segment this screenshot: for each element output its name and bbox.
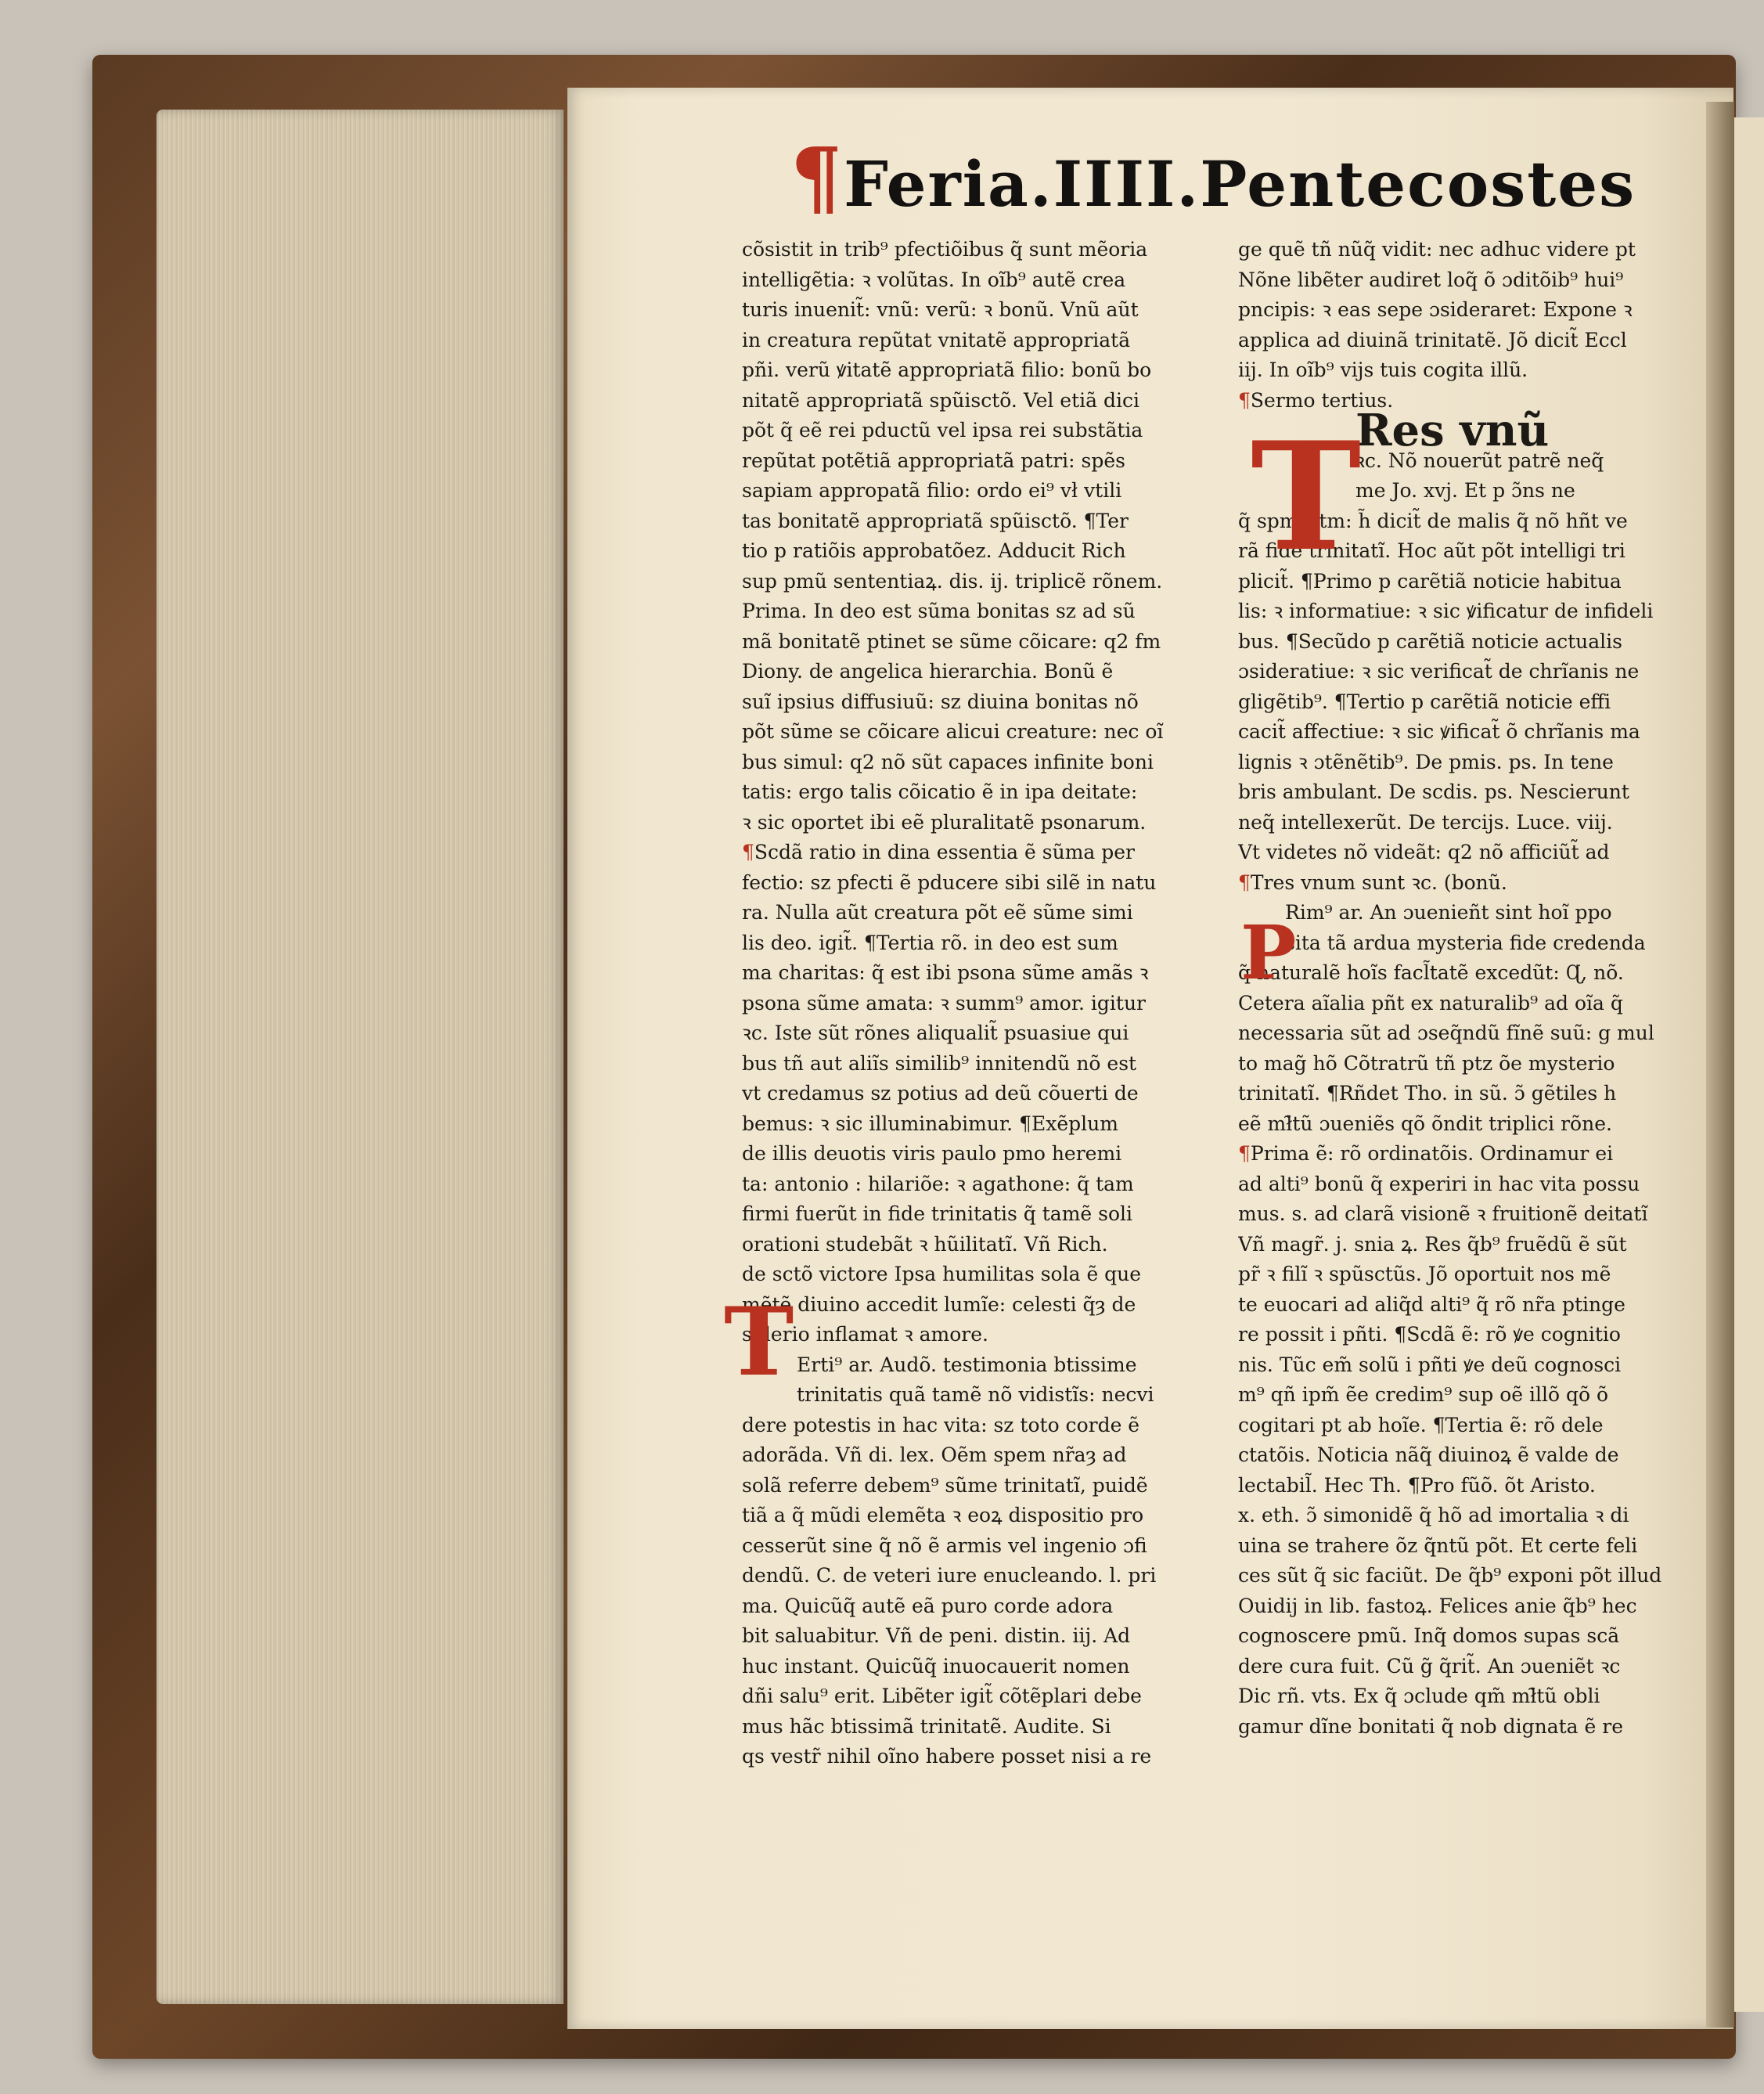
- text-line: mẽtẽ diuino accedit lumĩe: celesti q̃ȝ de: [742, 1292, 1136, 1316]
- initial-T-tertius: T: [724, 1287, 794, 1397]
- text-line: Ouidij in lib. fastoꝝ. Felices anie q̃b⁹ hec: [1238, 1594, 1637, 1617]
- text-line: tiã a q̃ mũdi elemẽta ꝛ eoꝝ dispositio pro: [742, 1504, 1144, 1526]
- text-line: m⁹ qñ ipm̃ ẽe credim⁹ sup oẽ illõ qõ õ: [1238, 1383, 1609, 1406]
- text-line: dere cura fuit. Cũ g̃ q̃rit̃. An ɔueniẽt ꝛc: [1238, 1654, 1621, 1678]
- text-line: iij. In oĩb⁹ vijs tuis cogita illũ.: [1238, 359, 1528, 381]
- initial-T-sermo: T: [1251, 409, 1362, 584]
- text-line: Nõne libẽter audiret loq̃ õ ɔditõib⁹ hui⁹: [1238, 268, 1624, 291]
- text-line: ctatõis. Noticia nãq̃ diuinoꝝ ẽ valde de: [1238, 1443, 1619, 1466]
- text-line: ces sũt q̃ sic faciũt. De q̃b⁹ exponi põt illud: [1238, 1564, 1662, 1587]
- text-line: q̃ naturalẽ hoĩs facl̃tatẽ excedũt: Ɋ, nõ.: [1238, 961, 1624, 984]
- text-line: põt q̃ eẽ rei pductũ vel ipsa rei substãtia: [742, 419, 1143, 442]
- text-line: ma. Quicũq̃ autẽ eã puro corde adora: [742, 1594, 1114, 1617]
- text-line: bris ambulant. De scdis. ps. Nescierunt: [1238, 780, 1629, 803]
- text-line: necessaria sũt ad ɔseq̃ndũ fĩnẽ suũ: g mul: [1238, 1022, 1654, 1044]
- pilcrow-mark: ¶: [790, 129, 844, 225]
- text-line: vt credamus sz potius ad deũ cõuerti de: [742, 1082, 1139, 1105]
- text-line: dendũ. C. de veteri iure enucleando. l. pri: [742, 1564, 1157, 1587]
- text-line: firmi fuerũt in fide trinitatis q̃ tamẽ soli: [742, 1202, 1133, 1225]
- text-line: ¶Tres vnum sunt ꝛc. (bonũ.: [1238, 870, 1507, 894]
- text-line: Prima. In deo est sũma bonitas sz ad sũ: [742, 600, 1136, 622]
- text-line: lis deo. igit̃. ¶Tertia rõ. in deo est sum: [742, 931, 1118, 954]
- text-line: nis. Tũc em̃ solũ i pñti ꝟe deũ cognosci: [1238, 1353, 1622, 1376]
- text-line: fectio: sz pfecti ẽ pducere sibi silẽ in natu: [742, 870, 1157, 894]
- text-line: ¶Sermo tertius.: [1238, 388, 1394, 412]
- initial-P-primus: P: [1240, 910, 1297, 997]
- text-line: solã referre debem⁹ sũme trinitatĩ, puidẽ: [742, 1473, 1148, 1497]
- text-line: sita tã ardua mysteria fide credenda: [1285, 931, 1646, 954]
- text-line: in creatura repũtat vnitatẽ appropriatã: [742, 328, 1131, 351]
- text-line: Dic rñ. vts. Ex q̃ ɔclude qm̃ mł̃tũ obli: [1238, 1685, 1600, 1707]
- text-line: ¶Scdã ratio in dina essentia ẽ sũma per: [742, 841, 1136, 863]
- text-line: Vñ magr̃. j. snia ꝝ. Res q̃b⁹ fruẽdũ ẽ sũt: [1238, 1232, 1627, 1256]
- text-line: ge quẽ tñ nũq̃ vidit: nec adhuc videre pt: [1238, 238, 1636, 261]
- text-line: bus. ¶Secũdo p carẽtiã noticie actualis: [1238, 629, 1622, 653]
- text-line: põt sũme se cõicare alicui creature: nec oĩ: [742, 720, 1164, 743]
- text-line: ra. Nulla aũt creatura põt eẽ sũme simi: [742, 901, 1133, 924]
- text-line: repũtat potẽtiã appropriatã patri: spẽs: [742, 449, 1125, 472]
- text-line: ¶Prima ẽ: rõ ordinatõis. Ordinamur ei: [1238, 1142, 1614, 1165]
- text-line: lectabil̃. Hec Th. ¶Pro fũõ. õt Aristo.: [1238, 1473, 1596, 1497]
- text-line: pncipis: ꝛ eas sepe ɔsideraret: Expone ꝛ: [1238, 298, 1633, 321]
- text-line: Res vnũ: [1355, 405, 1550, 456]
- text-line: bus simul: q2 nõ sũt capaces infinite boni: [742, 750, 1154, 773]
- running-head: [790, 129, 1636, 225]
- text-line: cogitari pt ab hoĩe. ¶Tertia ẽ: rõ dele: [1238, 1413, 1604, 1436]
- text-line: lis: ꝛ informatiue: ꝛ sic ꝟificatur de infideli: [1238, 600, 1654, 622]
- text-line: dere potestis in hac vita: sz toto corde ẽ: [742, 1413, 1140, 1436]
- text-line: neq̃ intellexerũt. De tercijs. Luce. viij.: [1238, 810, 1613, 834]
- text-line: pr̃ ꝛ filĩ ꝛ spũsctũs. Jõ oportuit nos mẽ: [1238, 1263, 1611, 1285]
- text-line: gamur dĩne bonitati q̃ nob dignata ẽ re: [1238, 1714, 1623, 1738]
- text-line: eẽ mł̃tũ ɔueniẽs qõ õndit triplici rõne.: [1238, 1112, 1612, 1135]
- running-head-title: Feria.IIII.Pentecostes: [844, 147, 1636, 221]
- text-line: de sctõ victore Ipsa humilitas sola ẽ que: [742, 1263, 1142, 1285]
- text-line: de illis deuotis viris paulo pmo heremi: [742, 1142, 1122, 1165]
- text-line: Diony. de angelica hierarchia. Bonũ ẽ: [742, 660, 1114, 683]
- text-line: Rim⁹ ar. An ɔuenieñt sint hoĩ ppo: [1285, 901, 1612, 924]
- rubric-pilcrow: ¶: [1238, 388, 1251, 412]
- text-line: psona sũme amata: ꝛ summ⁹ amor. igitur: [742, 991, 1147, 1015]
- text-line: ꝛc. Nõ nouerũt patrẽ neq̃: [1355, 449, 1604, 472]
- text-line: orationi studebãt ꝛ hũilitatĩ. Vñ Rich.: [742, 1232, 1108, 1256]
- text-line: cacit̃ affectiue: ꝛ sic ꝟificat̃ õ chrĩanis ma: [1238, 720, 1640, 743]
- text-line: cesserũt sine q̃ nõ ẽ armis vel ingenio ɔfi: [742, 1534, 1147, 1557]
- text-line: tatis: ergo talis cõicatio ẽ in ipa deitate:: [742, 780, 1138, 803]
- text-line: adorãda. Vñ di. lex. Oẽm spem nr̃aȝ ad: [742, 1443, 1127, 1466]
- text-line: bit saluabitur. Vñ de peni. distin. iij. Ad: [742, 1624, 1131, 1647]
- text-line: re possit i pñti. ¶Scdã ẽ: rõ ꝟe cognitio: [1238, 1323, 1621, 1346]
- text-line: plicit̃. ¶Primo p carẽtiã noticie habitua: [1238, 569, 1622, 593]
- text-line: turis inuenit̃: vnũ: verũ: ꝛ bonũ. Vnũ aũt: [742, 298, 1139, 321]
- text-line: ad alti⁹ bonũ q̃ experiri in hac vita possu: [1238, 1172, 1640, 1195]
- text-line: sapiam appropatã filio: ordo ei⁹ vł vtili: [742, 479, 1122, 502]
- text-line: Erti⁹ ar. Audõ. testimonia btissime: [797, 1353, 1137, 1376]
- text-line: qs vestr̃ nihil oĩno habere posset nisi a re: [742, 1745, 1152, 1768]
- text-line: sup pmũ sententiaꝝ. dis. ij. triplicẽ rõnem.: [742, 569, 1163, 593]
- text-line: intelligẽtia: ꝛ volũtas. In oĩb⁹ autẽ crea: [742, 268, 1126, 291]
- text-line: cognoscere pmũ. Inq̃ domos supas scã: [1238, 1624, 1620, 1647]
- text-line: ꝛ sic oportet ibi eẽ pluralitatẽ psonarum.: [742, 810, 1147, 834]
- text-line: cõsistit in trib⁹ pfectiõibus q̃ sunt mẽoria: [742, 238, 1148, 261]
- text-line: dñi salu⁹ erit. Libẽter igit̃ cõtẽplari debe: [742, 1685, 1142, 1707]
- rubric-pilcrow: ¶: [1238, 1142, 1251, 1165]
- text-line: mus. s. ad clarã visionẽ ꝛ fruitionẽ deitatĩ: [1238, 1202, 1648, 1225]
- text-line: ꝛc. Iste sũt rõnes aliqualit̃ psuasiue qui: [742, 1022, 1129, 1044]
- text-line: rã fidẽ trinitatĩ. Hoc aũt põt intelligi tri: [1238, 539, 1625, 562]
- text-line: to mag̃ hõ Cõtratrũ tñ ptz õe mysterio: [1238, 1051, 1615, 1075]
- left-text-column: [742, 235, 1243, 1800]
- text-line: pñi. verũ ꝟitatẽ appropriatã filio: bonũ bo: [742, 359, 1152, 381]
- rubric-pilcrow: ¶: [1238, 870, 1251, 894]
- text-line: mã bonitatẽ ptinet se sũme cõicare: q2 fm: [742, 629, 1161, 653]
- text-line: mus hãc btissimã trinitatẽ. Audite. Si: [742, 1714, 1111, 1738]
- text-line: q̃ spmsctm: h̃ dicit̃ de malis q̃ nõ hñt ve: [1238, 509, 1628, 532]
- page-edges: [157, 110, 563, 2004]
- rubric-pilcrow: ¶: [742, 841, 754, 863]
- text-line: siderio inflamat ꝛ amore.: [742, 1323, 988, 1346]
- text-line: bemus: ꝛ sic illuminabimur. ¶Exẽplum: [742, 1112, 1118, 1135]
- text-line: x. eth. ɔ̃ simonidẽ q̃ hõ ad imortalia ꝛ di: [1238, 1504, 1629, 1526]
- text-line: huc instant. Quicũq̃ inuocauerit nomen: [742, 1654, 1130, 1678]
- text-line: ma charitas: q̃ est ibi psona sũme amãs ꝛ: [742, 961, 1149, 984]
- text-line: lignis ꝛ ɔtẽnẽtib⁹. De pmis. ps. In tene: [1238, 750, 1614, 773]
- text-line: tio p ratiõis approbatõez. Adducit Rich: [742, 539, 1126, 562]
- text-line: ta: antonio : hilariõe: ꝛ agathone: q̃ tam: [742, 1172, 1134, 1195]
- text-line: gligẽtib⁹. ¶Tertio p carẽtiã noticie effi: [1238, 690, 1611, 713]
- text-line: trinitatĩ. ¶Rñdet Tho. in sũ. ɔ̃ gẽtiles h: [1238, 1082, 1617, 1105]
- text-line: Cetera aĩalia pñt ex naturalib⁹ ad oĩa q̃: [1238, 991, 1623, 1015]
- text-line: applica ad diuinã trinitatẽ. Jõ dicit̃ Eccl: [1238, 328, 1627, 351]
- text-line: bus tñ aut aliĩs similib⁹ innitendũ nõ est: [742, 1051, 1137, 1075]
- text-line: suĩ ipsius diffusiuũ: sz diuina bonitas nõ: [742, 690, 1139, 713]
- text-line: te euocari ad aliq̃d alti⁹ q̃ rõ nr̃a ptinge: [1238, 1292, 1625, 1316]
- text-line: me Jo. xvj. Et p ɔ̃ns ne: [1355, 479, 1575, 502]
- text-line: trinitatis quã tamẽ nõ vidistĩs: necvi: [797, 1383, 1154, 1406]
- text-line: ɔsideratiue: ꝛ sic verificat̃ de chrĩanis ne: [1238, 660, 1640, 683]
- text-line: Vt videtes nõ videãt: q2 nõ afficiũt̃ ad: [1238, 841, 1610, 863]
- facing-page-edge: [1734, 117, 1764, 2012]
- text-line: nitatẽ appropriatã spũisctõ. Vel etiã dici: [742, 388, 1139, 412]
- text-line: tas bonitatẽ appropriatã spũisctõ. ¶Ter: [742, 509, 1129, 532]
- gutter-shadow: [1706, 102, 1734, 2027]
- text-line: uina se trahere õz q̃ntũ põt. Et certe feli: [1238, 1534, 1638, 1557]
